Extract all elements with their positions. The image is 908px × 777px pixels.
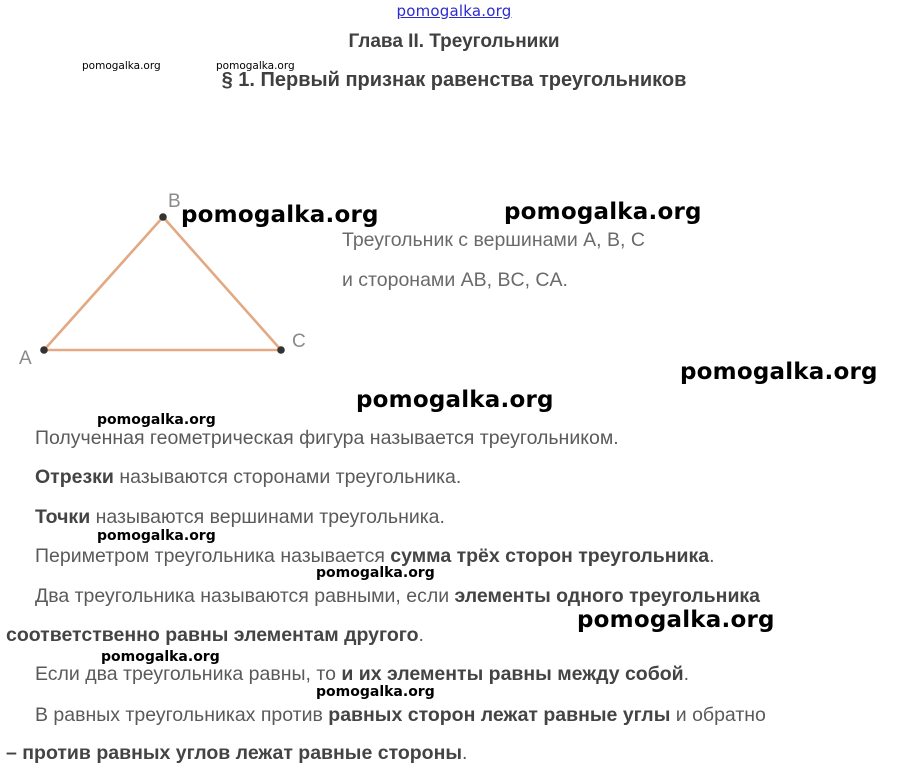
watermark: pomogalka.org (504, 199, 702, 225)
paragraph-text: . (418, 624, 424, 646)
watermark: pomogalka.org (97, 528, 216, 544)
vertex-c-label: C (292, 331, 306, 352)
watermark: pomogalka.org (101, 649, 220, 665)
watermark: pomogalka.org (82, 60, 161, 72)
paragraph-text: В равных треугольниках против (35, 704, 329, 726)
paragraph-sides (35, 466, 461, 489)
side-bc (163, 217, 281, 350)
term-elements-equal: и их элементы равны между собой (341, 663, 684, 685)
figure-description-line1: Треугольник с вершинами A, B, C (342, 229, 645, 251)
paragraph-text: и обратно (670, 704, 766, 726)
term-equal-sides: равных сторон лежат равные углы (328, 704, 671, 726)
paragraph-text: называются вершинами треугольника. (90, 506, 445, 528)
side-ab (44, 217, 163, 350)
watermark: pomogalka.org (216, 60, 295, 72)
chapter-title: Глава II. Треугольники (348, 31, 560, 52)
paragraph-equal-line1 (35, 585, 760, 608)
vertex-a-dot (40, 346, 48, 354)
watermark: pomogalka.org (680, 359, 878, 385)
paragraph-text: . (683, 663, 690, 685)
vertex-a-label: A (19, 348, 32, 369)
watermark: pomogalka.org (181, 202, 379, 228)
term-equal-angles: – против равных углов лежат равные стороны (6, 742, 463, 764)
paragraph-text: Если два треугольника равны, то (35, 663, 342, 685)
term-segments: Отрезки (35, 466, 114, 488)
paragraph-definition: Полученная геометрическая фигура называется треугольником. (35, 427, 619, 449)
paragraph-text: Периметром треугольника называется (35, 545, 391, 567)
figure-description-line2: и сторонами AB, BC, CA. (342, 269, 568, 291)
paragraph-text: Два треугольника называются равными, если (35, 585, 455, 607)
paragraph-angles-line1 (35, 704, 766, 727)
paragraph-equal-line2 (6, 624, 424, 647)
term-perimeter: сумма трёх сторон треугольника (390, 545, 710, 567)
section-title: § 1. Первый признак равенства треугольников (221, 69, 687, 91)
term-elements: элементы одного треугольника (454, 585, 761, 607)
term-correspond: соответственно равны элементам другого (6, 624, 419, 646)
vertex-b-dot (159, 213, 167, 221)
site-link[interactable]: pomogalka.org (396, 2, 512, 20)
watermark: pomogalka.org (577, 607, 775, 633)
paragraph-elements-equal (35, 663, 689, 686)
paragraph-vertices (35, 506, 445, 529)
watermark: pomogalka.org (356, 387, 554, 413)
watermark: pomogalka.org (97, 412, 216, 428)
paragraph-perimeter (35, 545, 715, 568)
watermark: pomogalka.org (316, 565, 435, 581)
term-points: Точки (35, 506, 91, 528)
vertex-c-dot (277, 346, 285, 354)
vertex-b-label: B (168, 191, 181, 212)
watermark: pomogalka.org (316, 684, 435, 700)
paragraph-text: называются сторонами треугольника. (113, 466, 462, 488)
paragraph-text: . (462, 742, 468, 764)
paragraph-angles-line2 (6, 742, 467, 765)
paragraph-text: . (709, 545, 715, 567)
